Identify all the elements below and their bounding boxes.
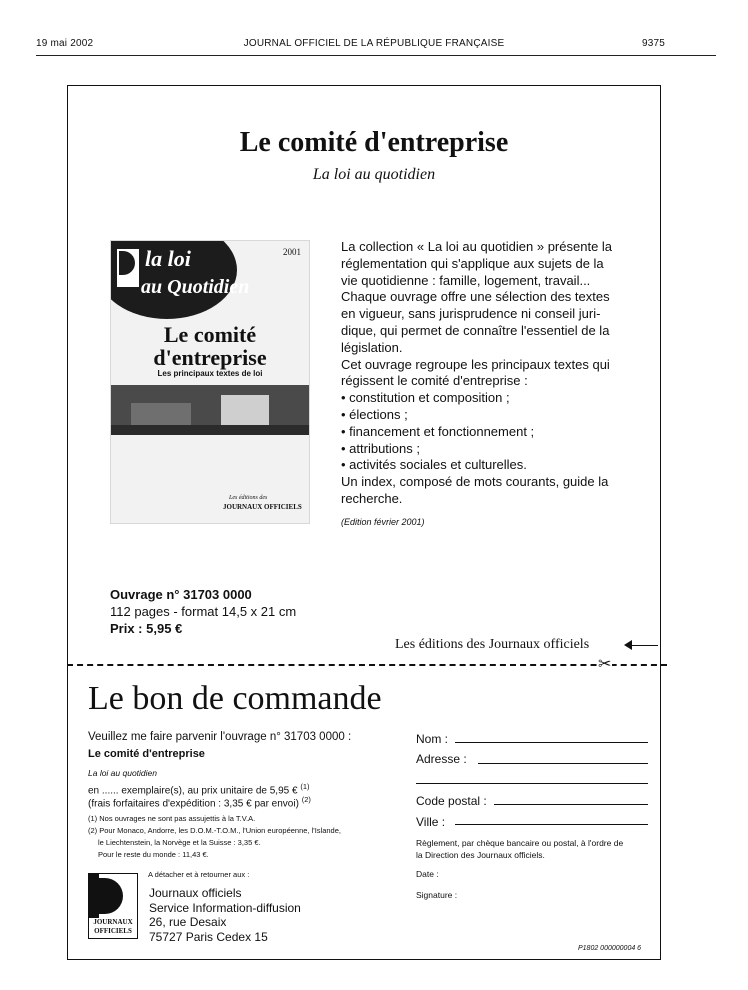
cover-year: 2001 bbox=[283, 247, 301, 257]
payment-instruction-2: la Direction des Journaux officiels. bbox=[416, 850, 545, 860]
order-shipping bbox=[88, 795, 311, 809]
edition-note: (Edition février 2001) bbox=[341, 517, 425, 527]
field-label-signature: Signature : bbox=[416, 890, 458, 900]
description-line: vie quotidienne : famille, logement, travail... bbox=[341, 272, 591, 288]
field-label-code-postal: Code postal : bbox=[416, 794, 487, 808]
description-line: recherche. bbox=[341, 490, 403, 506]
detach-instruction: A détacher et à retourner aux : bbox=[148, 870, 250, 879]
description-bullet: • élections ; bbox=[341, 406, 408, 422]
address-line: 75727 Paris Cedex 15 bbox=[149, 929, 268, 944]
description-line: dique, qui permet de connaître l'essentiel de la bbox=[341, 322, 610, 338]
cover-editor-line1: Les éditions des bbox=[229, 495, 268, 501]
footnote-1: (1) Nos ouvrages ne sont pas assujettis à la T.V.A. bbox=[88, 814, 256, 823]
footnote-2a: (2) Pour Monaco, Andorre, les D.O.M.-T.O.M., l'Union européenne, l'Islande, bbox=[88, 826, 341, 835]
logo-text-line2: OFFICIELS bbox=[94, 927, 132, 935]
document-code: P1802 000000004 6 bbox=[578, 945, 642, 952]
book-subtitle: La loi au quotidien bbox=[312, 166, 436, 183]
description-line: législation. bbox=[341, 339, 403, 355]
field-line-adresse[interactable] bbox=[478, 763, 648, 764]
description-bullet: • activités sociales et culturelles. bbox=[341, 457, 527, 473]
book-description bbox=[341, 239, 626, 508]
description-line: La collection « La loi au quotidien » présente la bbox=[341, 239, 613, 254]
cut-line bbox=[67, 664, 667, 666]
book-price: Prix : 5,95 € bbox=[110, 621, 183, 636]
order-request: Veuillez me faire parvenir l'ouvrage n° 31703 0000 : bbox=[88, 731, 352, 743]
cover-subtitle: Les principaux textes de loi bbox=[157, 369, 263, 378]
header-journal-title: JOURNAL OFFICIEL DE LA RÉPUBLIQUE FRANÇAISE bbox=[243, 38, 505, 49]
footnote-2b: le Liechtenstein, la Norvège et la Suisse : 3,35 €. bbox=[98, 838, 261, 847]
return-address bbox=[149, 886, 301, 944]
footnote-2c: Pour le reste du monde : 11,43 €. bbox=[98, 850, 209, 859]
field-line-nom[interactable] bbox=[455, 742, 648, 743]
field-label-ville: Ville : bbox=[416, 815, 446, 829]
publisher-name: Les éditions des Journaux officiels bbox=[395, 637, 590, 652]
order-form-title: Le bon de commande bbox=[88, 680, 382, 717]
field-line-code-postal[interactable] bbox=[494, 804, 648, 805]
cover-building-photo bbox=[111, 385, 309, 435]
cover-editor-line2: JOURNAUX OFFICIELS bbox=[223, 503, 302, 511]
address-line: Journaux officiels bbox=[149, 886, 242, 900]
arrow-left-icon bbox=[624, 640, 632, 650]
cover-title-line2: d'entreprise bbox=[153, 345, 267, 370]
cover-brand-line1: la loi bbox=[145, 246, 191, 271]
description-line: en vigueur, sans jurisprudence ni conseil juri- bbox=[341, 306, 601, 322]
header-rule bbox=[36, 55, 716, 56]
photo-foreground bbox=[111, 425, 309, 435]
field-label-nom: Nom : bbox=[416, 732, 449, 746]
book-reference-number: Ouvrage n° 31703 0000 bbox=[110, 587, 252, 602]
header-page-number: 9375 bbox=[642, 38, 666, 49]
payment-instruction-1: Règlement, par chèque bancaire ou postal, à l'ordre de bbox=[416, 838, 624, 848]
field-label-date: Date : bbox=[416, 869, 439, 879]
order-shipping-text: (frais forfaitaires d'expédition : 3,35 € par envoi) bbox=[88, 798, 299, 810]
book-cover-image bbox=[110, 240, 310, 524]
cover-title bbox=[111, 323, 309, 369]
book-format: 112 pages - format 14,5 x 21 cm bbox=[110, 604, 297, 619]
description-line: Cet ouvrage regroupe les principaux textes qui bbox=[341, 356, 610, 372]
footnote-ref-2: (2) bbox=[301, 795, 311, 804]
field-line-ville[interactable] bbox=[455, 824, 648, 825]
photo-building-right bbox=[221, 395, 269, 429]
logo-text-line1: JOURNAUX bbox=[93, 918, 133, 926]
field-label-adresse: Adresse : bbox=[416, 752, 467, 766]
field-line-adresse-2[interactable] bbox=[416, 783, 648, 784]
cover-title-line1: Le comité bbox=[163, 322, 257, 347]
address-line: 26, rue Desaix bbox=[149, 915, 227, 929]
description-bullet: • attributions ; bbox=[341, 440, 420, 456]
description-line: Chaque ouvrage offre une sélection des textes bbox=[341, 289, 610, 305]
journaux-officiels-logo-icon bbox=[88, 873, 138, 939]
book-title: Le comité d'entreprise bbox=[239, 127, 509, 158]
order-book-title: Le comité d'entreprise bbox=[88, 748, 205, 760]
footnote-ref-1: (1) bbox=[300, 782, 310, 791]
cover-brand-line2: au Quotidien bbox=[141, 276, 250, 298]
description-line: régissent le comité d'entreprise : bbox=[341, 373, 528, 389]
description-line: réglementation qui s'applique aux sujets de la bbox=[341, 255, 604, 271]
order-collection: La loi au quotidien bbox=[88, 768, 158, 778]
description-bullet: • constitution et composition ; bbox=[341, 390, 510, 406]
address-line: Service Information-diffusion bbox=[149, 900, 301, 915]
description-bullet: • financement et fonctionnement ; bbox=[341, 423, 535, 439]
scissors-icon: ✂ bbox=[598, 656, 612, 673]
book-reference-block bbox=[110, 586, 296, 637]
description-line: Un index, composé de mots courants, guide la bbox=[341, 474, 609, 490]
logo-d-shape bbox=[95, 878, 123, 914]
order-copies-text: en ...... exemplaire(s), au prix unitaire de 5,95 € bbox=[88, 785, 298, 797]
header-date: 19 mai 2002 bbox=[36, 38, 94, 49]
